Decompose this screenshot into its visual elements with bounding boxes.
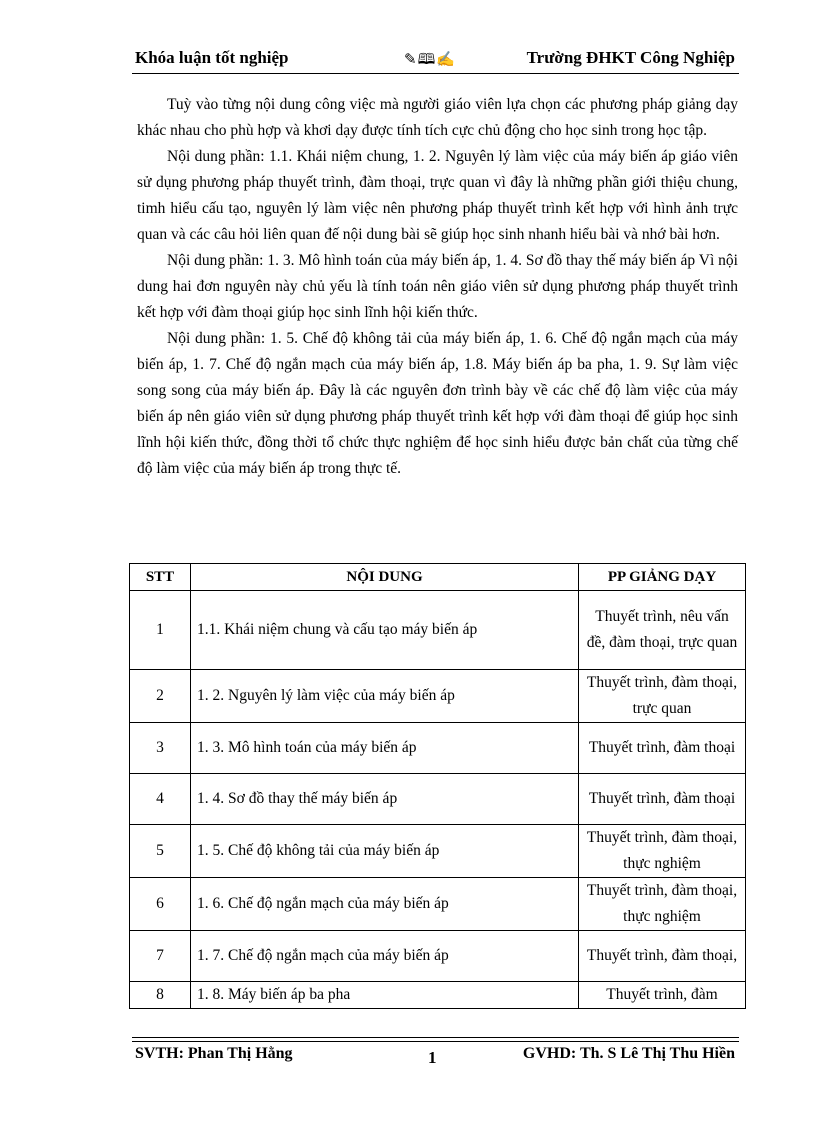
paragraph: Nội dung phần: 1. 3. Mô hình toán của máy biến áp, 1. 4. Sơ đồ thay thế máy biến áp Vì nội dung hai đơn nguyên này chủ yếu là tính toán nên giáo viên sử dụng phương pháp thuyết trình kết hợp với đàm thoại giúp học sinh lĩnh hội kiến thức. [137, 252, 738, 321]
header-method: PP GIẢNG DẠY [579, 564, 746, 591]
row-stt: 5 [130, 825, 191, 878]
table-row [130, 982, 746, 1009]
row-stt: 6 [130, 878, 191, 931]
row-method: Thuyết trình, đàm thoại [579, 723, 746, 774]
header-stt: STT [130, 564, 191, 591]
paragraph: Nội dung phần: 1. 5. Chế độ không tải của máy biến áp, 1. 6. Chế độ ngắn mạch của máy biến áp, 1. 7. Chế độ ngắn mạch của máy biến áp, 1.8. Máy biến áp ba pha, 1. 9. Sự làm việc song song của máy biến áp. Đây là các nguyên đơn trình bày về các chế độ làm việc của máy biến áp nên giáo viên sử dụng phương pháp thuyết trình kết hợp với đàm thoại để giúp học sinh lĩnh hội kiến thức, đồng thời tổ chức thực nghiệm để học sinh hiểu được bản chất của từng chế độ làm việc của máy biến áp trong thực tế. [137, 330, 738, 477]
row-method: Thuyết trình, nêu vấn đề, đàm thoại, trực quan [579, 591, 746, 670]
table-row [130, 931, 746, 982]
table-row [130, 878, 746, 931]
body-text [137, 92, 738, 482]
row-stt: 3 [130, 723, 191, 774]
header-content: NỘI DUNG [191, 564, 579, 591]
row-content: 1. 5. Chế độ không tải của máy biến áp [191, 825, 579, 878]
row-stt: 4 [130, 774, 191, 825]
header-rule [132, 73, 739, 74]
table-row [130, 774, 746, 825]
row-content: 1. 7. Chế độ ngắn mạch của máy biến áp [191, 931, 579, 982]
page-number: 1 [428, 1048, 437, 1067]
row-method: Thuyết trình, đàm thoại [579, 774, 746, 825]
footer-student: SVTH: Phan Thị Hằng [135, 1045, 293, 1062]
table-row [130, 591, 746, 670]
row-stt: 1 [130, 591, 191, 670]
paragraph: Tuỳ vào từng nội dung công việc mà người giáo viên lựa chọn các phương pháp giảng dạy khác nhau cho phù hợp và khơi dạy được tính tích cực chủ động cho học sinh trong học tập. [137, 96, 738, 139]
row-method: Thuyết trình, đàm thoại, [579, 931, 746, 982]
header-university: Trường ĐHKT Công Nghiệp [526, 48, 735, 67]
row-content: 1.1. Khái niệm chung và cấu tạo máy biến áp [191, 591, 579, 670]
row-content: 1. 3. Mô hình toán của máy biến áp [191, 723, 579, 774]
row-content: 1. 2. Nguyên lý làm việc của máy biến áp [191, 670, 579, 723]
footer-rule-top [132, 1037, 739, 1038]
table-row [130, 825, 746, 878]
header-ornament-icon: ✎🕮✍ [404, 52, 456, 68]
row-method [579, 982, 746, 1009]
row-method: Thuyết trình, đàm thoại, thực nghiệm [579, 825, 746, 878]
row-method: Thuyết trình, đàm thoại, trực quan [579, 670, 746, 723]
table-header-row [130, 564, 746, 591]
table-row [130, 670, 746, 723]
footer-rule-bottom [132, 1041, 739, 1042]
paragraph: Nội dung phần: 1.1. Khái niệm chung, 1. 2. Nguyên lý làm việc của máy biến áp giáo viên sử dụng phương pháp thuyết trình, đàm thoại, trực quan vì đây là những phần giới thiệu chung, timh hiểu cấu tạo, nguyên lý làm việc nên phương pháp thuyết trình kết hợp với hình ảnh trực quan và các câu hỏi liên quan đế nội dung bài sẽ giúp học sinh nhanh hiểu bài và nhớ bài hơn. [137, 148, 738, 243]
row-method-text: Thuyết trình, đàm [606, 986, 718, 1003]
row-content: 1. 8. Máy biến áp ba pha [191, 982, 579, 1009]
row-content: 1. 6. Chế độ ngắn mạch của máy biến áp [191, 878, 579, 931]
footer-supervisor: GVHD: Th. S Lê Thị Thu Hiền [522, 1045, 735, 1062]
row-stt: 2 [130, 670, 191, 723]
page-header [135, 48, 735, 72]
header-thesis-title: Khóa luận tốt nghiệp [135, 48, 289, 67]
table-row [130, 723, 746, 774]
row-stt: 8 [130, 982, 191, 1009]
row-method: Thuyết trình, đàm thoại, thực nghiệm [579, 878, 746, 931]
row-stt: 7 [130, 931, 191, 982]
row-content: 1. 4. Sơ đồ thay thế máy biến áp [191, 774, 579, 825]
page-footer [135, 1045, 735, 1069]
teaching-method-table [129, 563, 746, 1009]
